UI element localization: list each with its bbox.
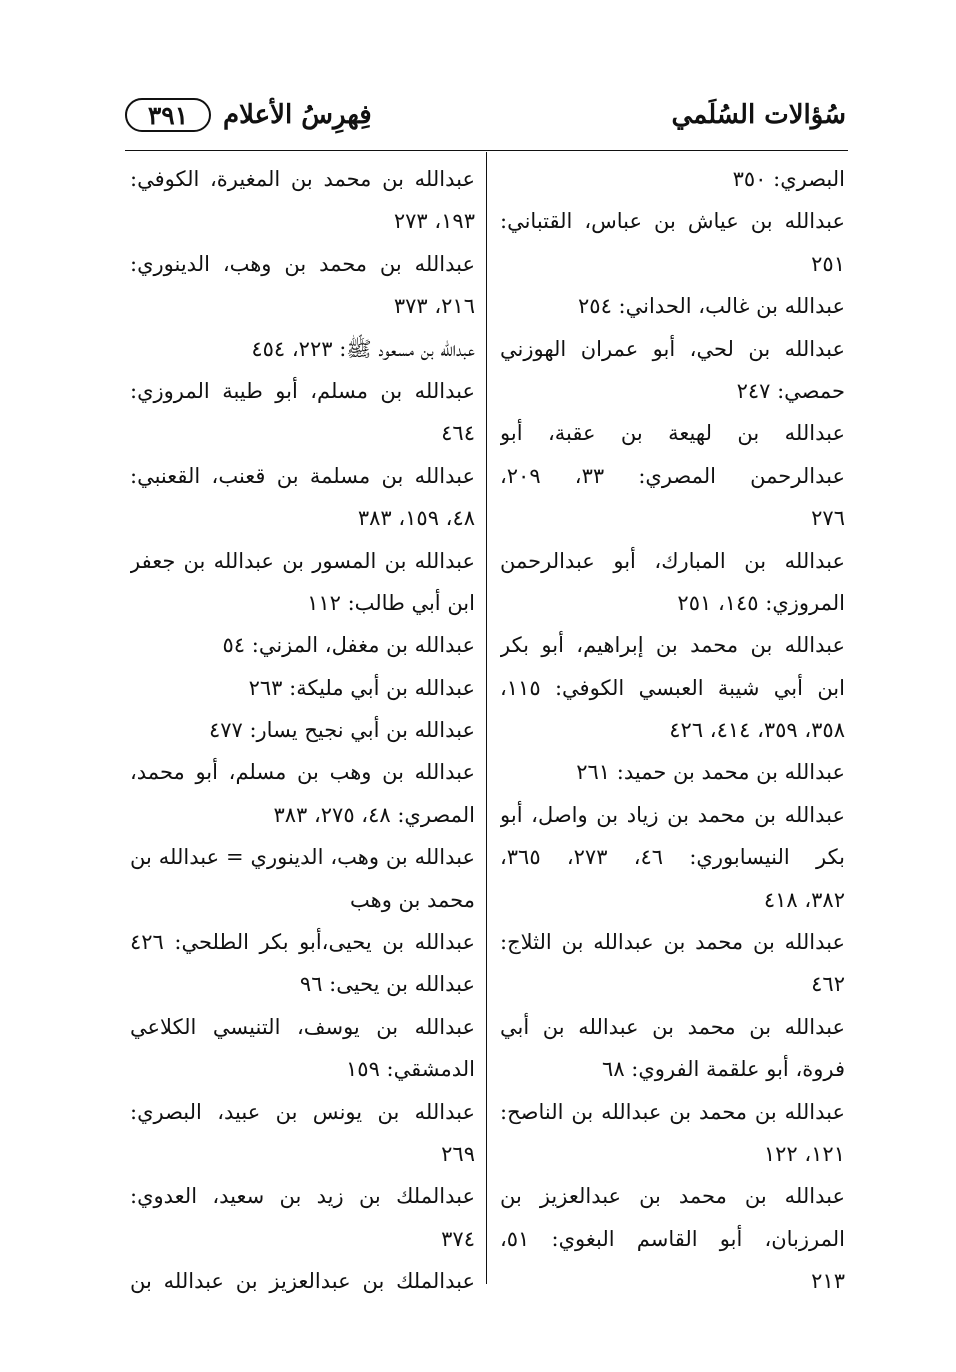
- running-header: [125, 96, 846, 144]
- index-entry-line: عبدالله بن وهب بن مسلم، أبو محمد،: [130, 760, 475, 785]
- index-entry-line: عبدالله بن المسور بن عبدالله بن جعفر: [130, 548, 475, 573]
- index-entry-line: عبدالملك بن عبدالعزيز بن عبدالله بن: [130, 1269, 475, 1294]
- index-entry-line: عبدالله بن محمد بن المغيرة، الكوفي:: [130, 167, 475, 191]
- index-entry-line: عبدالله بن لهيعة بن عقبة، أبو: [500, 421, 845, 446]
- index-entry-line: عبدالله بن محمد بن عبدالله بن أبي: [500, 1014, 845, 1039]
- index-entry-line: عبدالله بن مسلمة بن قعنب، القعنبي:: [130, 463, 475, 488]
- index-entry-line: عبدالله بن مسعود ﷺ: ٢٢٣، ٤٥٤: [251, 336, 475, 361]
- index-entry-line: ٢٧٦: [811, 506, 845, 531]
- left-index-column: [130, 158, 475, 1303]
- index-entry-line: عبدالله بن غالب، الحداني: ٢٥٤: [578, 294, 845, 319]
- page-number-badge: [125, 98, 211, 132]
- index-entry-line: عبدالله بن محمد بن عبدالله بن الناصح:: [500, 1099, 845, 1124]
- index-entry-line: عبدالله بن أبي نجيح يسار: ٤٧٧: [208, 718, 475, 743]
- index-entry-line: ابن أبي طالب: ١١٢: [307, 590, 475, 615]
- index-entry-line: عبدالله بن يحيى: ٩٦: [299, 972, 475, 997]
- index-entry-line: ٢٥١: [811, 251, 845, 276]
- index-entry-line: عبدالله بن يحيى،أبو بكر الطلحي: ٤٢٦: [130, 930, 475, 955]
- index-entry-line: حمصي: ٢٤٧: [736, 378, 845, 403]
- column-divider: [486, 152, 487, 1284]
- index-entry-line: المصري: ٤٨، ٢٧٥، ٣٨٣: [273, 802, 475, 827]
- index-title: فِهرِسُ الأعلام: [223, 100, 372, 130]
- index-entry-line: عبدالله بن مغفل، المزني: ٥٤: [222, 633, 475, 658]
- index-entry-line: عبدالله بن محمد بن زياد بن واصل، أبو: [500, 802, 845, 827]
- index-entry-line: ٣٧٤: [441, 1226, 475, 1251]
- index-entry-line: فروة، أبو علقمة الفروي: ٦٨: [602, 1057, 845, 1082]
- index-entry-line: ٣٨٢، ٤١٨: [763, 887, 845, 912]
- index-entry-line: ١٩٣، ٢٧٣: [393, 209, 475, 234]
- index-entry-line: ٤٦٤: [441, 421, 475, 446]
- index-entry-line: عبدالله بن مسلم، أبو طيبة المروزي:: [130, 378, 475, 403]
- index-entry-line: ٤٨، ١٥٩، ٣٨٣: [357, 506, 475, 531]
- index-entry-line: البصري: ٣٥٠: [732, 167, 845, 191]
- index-entry-line: عبدالله بن أبي مليكة: ٢٦٣: [248, 675, 475, 700]
- index-entry-line: ٤٦٢: [811, 972, 845, 997]
- index-entry-line: عبدالله بن لحي، أبو عمران الهوزني: [500, 336, 845, 361]
- book-title: سُؤالات السُلَمي: [671, 100, 846, 130]
- index-entry-line: الدمشقي: ١٥٩: [346, 1057, 475, 1082]
- page-number: ٣٩١: [147, 100, 189, 130]
- index-entry-line: ١٢١، ١٢٢: [763, 1141, 845, 1166]
- index-entry-line: عبدالله بن وهب، الدينوري = عبدالله بن: [130, 845, 475, 870]
- index-entry-line: المروزي: ١٤٥، ٢٥١: [677, 590, 845, 615]
- index-entry-line: ابن أبي شيبة العبسي الكوفي: ١١٥،: [500, 675, 845, 700]
- index-entry-line: عبدالله بن محمد بن إبراهيم، أبو بكر: [500, 633, 845, 658]
- index-entry-line: عبدالملك بن زيد بن سعيد، العدوي:: [130, 1184, 475, 1209]
- index-entry-line: عبدالله بن محمد بن عبدالله بن الثلاج:: [500, 930, 845, 955]
- index-entry-line: ٢١٦، ٣٧٣: [393, 294, 475, 319]
- index-entry-line: عبدالله بن محمد بن حميد: ٢٦١: [576, 760, 845, 785]
- index-entry-line: ٢٦٩: [441, 1141, 475, 1166]
- index-entry-line: عبدالله بن عياش بن عباس، القتباني:: [500, 209, 845, 234]
- index-entry-line: المرزبان، أبو القاسم البغوي: ٥١،: [500, 1226, 845, 1251]
- index-entry-line: ٢١٣: [811, 1269, 845, 1294]
- index-entry-line: عبدالله بن محمد بن عبدالعزيز بن: [500, 1184, 845, 1209]
- index-entry-line: محمد بن وهب: [350, 887, 475, 912]
- index-entry-line: عبدالله بن يوسف، التنيسي الكلاعي: [130, 1014, 475, 1039]
- index-entry-line: عبدالله بن يونس بن عبيد، البصري:: [130, 1099, 475, 1124]
- index-entry-line: بكر النيسابوري: ٤٦، ٢٧٣، ٣٦٥،: [500, 845, 845, 870]
- index-entry-line: ٣٥٨، ٣٥٩، ٤١٤، ٤٢٦: [669, 718, 845, 743]
- index-entry-line: عبدالله بن محمد بن وهب، الدينوري:: [130, 251, 475, 276]
- header-rule: [125, 150, 848, 151]
- index-entry-line: عبدالرحمن المصري: ٣٣، ٢٠٩،: [500, 463, 845, 488]
- right-index-column: [500, 158, 845, 1303]
- index-entry-line: عبدالله بن المبارك، أبو عبدالرحمن: [500, 548, 845, 573]
